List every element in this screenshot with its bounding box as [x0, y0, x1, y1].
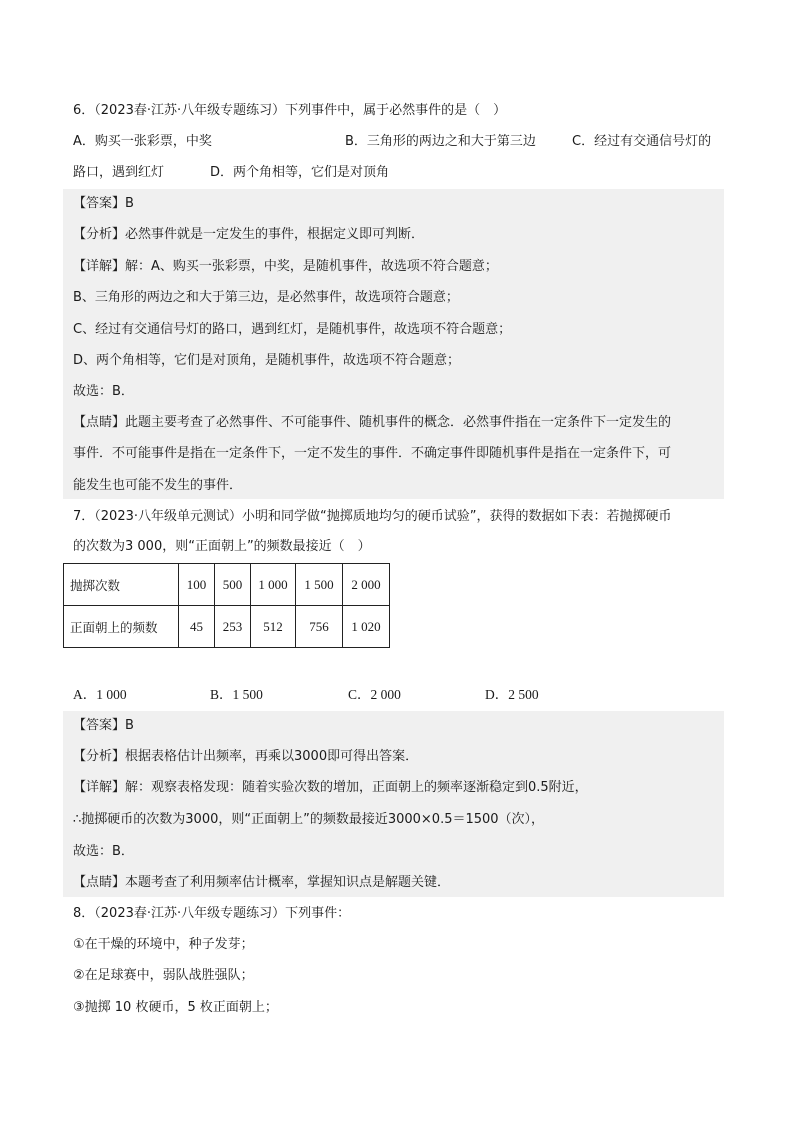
- q7-option-b: B．1 500: [210, 687, 263, 702]
- q6-comment-line: 【点睛】此题主要考查了必然事件、不可能事件、随机事件的概念．必然事件指在一定条件下一定发生的: [73, 415, 672, 430]
- q6-comment-line: 事件．不可能事件是指在一定条件下，一定不发生的事件．不确定事件即随机事件是指在一定条件下，可: [73, 446, 672, 461]
- q7-detail-line: ∴抛掷硬币的次数为3000，则“正面朝上”的频数最接近3000×0.5＝1500（次），: [73, 812, 545, 827]
- table-cell: 1 020: [343, 606, 390, 648]
- table-cell: 100: [179, 564, 215, 606]
- q7-stem-line2: 的次数为3 000，则“正面朝上”的频数最接近（ ）: [73, 539, 371, 554]
- q6-option-d: D．两个角相等，它们是对顶角: [210, 165, 390, 180]
- q7-comment: 【点睛】本题考查了利用频率估计概率，掌握知识点是解题关键．: [73, 875, 451, 890]
- table-row: [64, 606, 390, 648]
- q7-analysis: 【分析】根据表格估计出频率，再乘以3000即可得出答案．: [73, 749, 419, 764]
- table-row-label: 抛掷次数: [64, 564, 179, 606]
- q8-item: ③抛掷 10 枚硬币，5 枚正面朝上；: [73, 1000, 278, 1015]
- q7-answer: 【答案】B: [73, 718, 134, 733]
- q6-detail-line: D、两个角相等，它们是对顶角，是随机事件，故选项不符合题意；: [73, 353, 461, 368]
- q6-stem: 6．（2023春·江苏·八年级专题练习）下列事件中，属于必然事件的是（ ）: [73, 103, 507, 118]
- q7-option-a: A．1 000: [73, 687, 127, 702]
- table-row: [64, 564, 390, 606]
- table-cell: 500: [215, 564, 251, 606]
- q8-stem: 8．（2023春·江苏·八年级专题练习）下列事件：: [73, 906, 351, 921]
- q6-option-a: A．购买一张彩票，中奖: [73, 134, 212, 149]
- table-cell: 1 000: [251, 564, 296, 606]
- q6-option-b: B．三角形的两边之和大于第三边: [345, 134, 536, 149]
- q6-option-c: C．经过有交通信号灯的: [572, 134, 712, 149]
- table-cell: 756: [296, 606, 343, 648]
- frequency-table: [63, 563, 390, 648]
- table-row-label: 正面朝上的频数: [64, 606, 179, 648]
- q7-option-c: C．2 000: [348, 687, 401, 702]
- q6-answer: 【答案】B: [73, 196, 134, 211]
- table-cell: 45: [179, 606, 215, 648]
- q7-detail-line: 故选：B．: [73, 844, 134, 859]
- q6-analysis: 【分析】必然事件就是一定发生的事件，根据定义即可判断．: [73, 227, 425, 242]
- q8-item: ②在足球赛中，弱队战胜强队；: [73, 968, 254, 983]
- q6-detail-line: B、三角形的两边之和大于第三边，是必然事件，故选项符合题意；: [73, 290, 459, 305]
- q6-detail-line: 故选：B．: [73, 384, 134, 399]
- q7-solution-background: [63, 711, 724, 897]
- table-cell: 253: [215, 606, 251, 648]
- q7-option-d: D．2 500: [485, 687, 539, 702]
- q6-detail-line: 【详解】解：A、购买一张彩票，中奖，是随机事件，故选项不符合题意；: [73, 259, 498, 274]
- q8-item: ①在干燥的环境中，种子发芽；: [73, 937, 254, 952]
- q6-detail-line: C、经过有交通信号灯的路口，遇到红灯，是随机事件，故选项不符合题意；: [73, 322, 512, 337]
- q7-detail-line: 【详解】解：观察表格发现：随着实验次数的增加，正面朝上的频率逐渐稳定到0.5附近，: [73, 780, 588, 795]
- q7-stem-line1: 7．（2023·八年级单元测试）小明和同学做“抛掷质地均匀的硬币试验”，获得的数据如下表：若抛掷硬币: [73, 509, 672, 524]
- q6-comment-line: 能发生也可能不发生的事件．: [73, 478, 243, 493]
- table-cell: 2 000: [343, 564, 390, 606]
- table-cell: 1 500: [296, 564, 343, 606]
- table-cell: 512: [251, 606, 296, 648]
- q6-option-c-continued: 路口，遇到红灯: [73, 165, 165, 180]
